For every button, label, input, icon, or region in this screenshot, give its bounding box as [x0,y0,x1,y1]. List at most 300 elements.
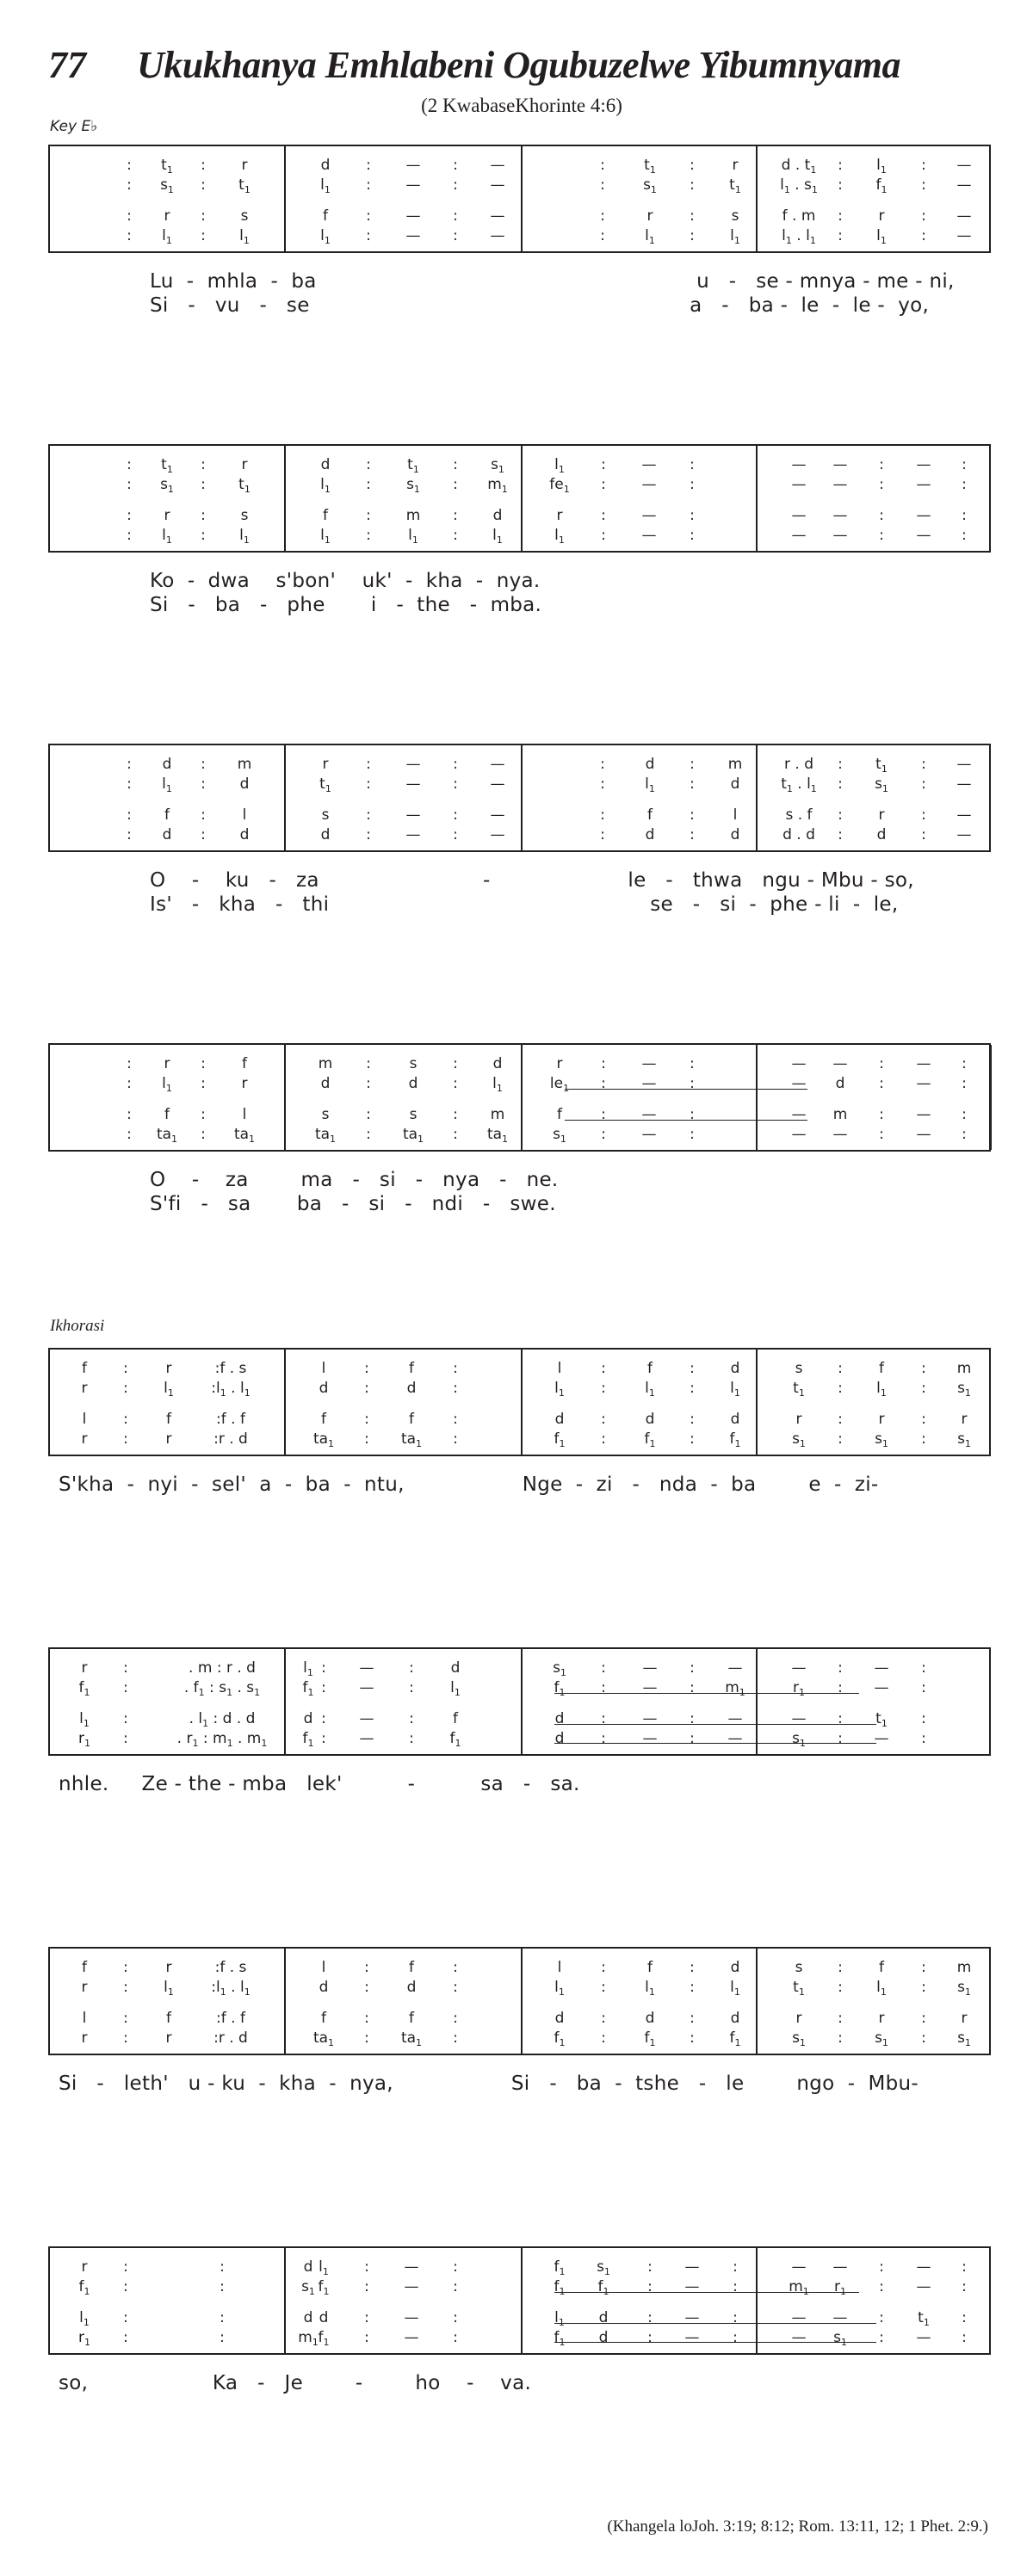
solfa-note: r [241,1075,248,1092]
solfa-note: l [557,1959,562,1976]
solfa-note: $:l_1$ . $l_1$ [211,1380,251,1399]
solfa-note: : [838,176,843,194]
slur-line [565,1089,807,1090]
solfa-note: $s_1$ [553,1659,566,1678]
solfa-note: : [601,1055,606,1072]
solfa-note: : [690,1055,695,1072]
solfa-note: : [690,756,695,773]
solfa-note: $l_1$ [492,527,503,546]
solfa-note: : [366,775,371,793]
music-system-verse-2 [48,444,991,616]
solfa-note: f [166,2010,171,2027]
solfa-note: — [490,227,505,244]
solfa-note: : [838,1710,843,1727]
solfa-note: f [647,1360,653,1377]
solfa-note: — [791,1659,807,1677]
solfa-note: : [409,1730,414,1747]
solfa-note: : [690,806,695,824]
solfa-note: : [201,456,206,473]
solfa-note: : [962,1055,967,1072]
solfa-note: — [956,826,972,843]
solfa-note: : [601,1380,606,1397]
solfa-note: r [241,456,248,473]
solfa-note: f [409,2010,414,2027]
solfa-note: — [791,1126,807,1143]
song-number: 77 [48,44,86,86]
solfa-note: : [601,476,606,493]
solfa-note: : [600,157,605,174]
solfa-note: : [601,1679,606,1696]
solfa-note: : [838,775,843,793]
solfa-note: : [690,1959,695,1976]
solfa-note: : [366,207,371,225]
solfa-note: : [600,176,605,194]
solfa-note: : [921,207,926,225]
solfa-note: : [601,1075,606,1092]
solfa-note: — [641,527,657,544]
solfa-note: — [404,2329,419,2346]
solfa-note: : [601,1411,606,1428]
solfa-note: : [962,527,967,544]
solfa-note: $l_1$ [645,1979,655,1998]
solfa-note: $ta_1$ [486,1126,509,1145]
solfa-note: : [453,1979,458,1996]
solfa-note: : [690,527,695,544]
solfa-note: $s_1$ [406,476,420,495]
solfa-note: d [406,1979,417,1996]
solfa-note: — [641,1126,657,1143]
solfa-note: s [409,1055,418,1072]
solfa-note: $f_1$ [78,1679,90,1698]
solfa-note: s [321,806,330,824]
solfa-note: — [641,507,657,524]
solfa-note: — [359,1659,374,1677]
solfa-note: : [453,227,458,244]
lyric-line: Si - vu - se a - ba - le - le - yo, [150,294,930,317]
solfa-note: $l_1$ [162,227,172,246]
solfa-note: d [554,1730,565,1747]
solfa-note: : [201,227,206,244]
solfa-note: d [320,157,331,174]
solfa-note: : [921,1979,926,1996]
solfa-note: : [647,2278,653,2295]
solfa-note: s [731,207,739,225]
solfa-note: d [730,826,740,843]
solfa-note: : [453,1360,458,1377]
solfa-note: : [453,1380,458,1397]
solfa-note: : [733,2309,738,2326]
solfa-note: $f_1$ [302,1730,314,1749]
solfa-note: $m_1$ [789,2278,809,2297]
solfa-note: : [453,157,458,174]
solfa-note: : [921,1730,926,1747]
solfa-note: — [490,207,505,225]
solfa-note: $s_1$ [792,2029,806,2048]
solfa-note: : [366,756,371,773]
solfa-note: : [123,1679,128,1696]
solfa-note: $t_1$ [161,456,173,475]
solfa-note: f [82,1360,87,1377]
solfa-note: $s_1$ [160,176,174,195]
solfa-note: — [490,176,505,194]
solfa-note: r [795,1411,802,1428]
solfa-note: : [201,1106,206,1123]
solfa-note: $l_1$ [730,1380,740,1399]
lyric-line: Is' - kha - thi se - si - phe - li - le, [150,893,899,916]
solfa-note: : [838,2029,843,2047]
solfa-note: : [879,2278,884,2295]
solfa-note: — [791,2329,807,2346]
solfa-note: $t_1$ . $l_1$ [781,775,817,794]
solfa-note: : [453,176,458,194]
solfa-note: — [642,1679,658,1696]
solfa-note: : [453,1411,458,1428]
solfa-note: $s_1$ [875,775,888,794]
solfa-note: : [921,1430,926,1448]
solfa-note: : [127,507,132,524]
solfa-note: — [359,1710,374,1727]
solfa-note: : [601,1979,606,1996]
solfa-note: $l_1$ [730,1979,740,1998]
solfa-note: $s_1$ [833,2329,847,2348]
solfa-note: : [123,1659,128,1677]
key-signature: Key E♭ [50,118,98,135]
solfa-note: $f_1$ [78,2278,90,2297]
solfa-note: — [405,157,421,174]
solfa-note: : [321,1659,326,1677]
solfa-note: : [321,1730,326,1747]
solfa-note: : [600,826,605,843]
solfa-note: — [874,1730,889,1747]
solfa-note: : [127,806,132,824]
solfa-note: r [165,1430,172,1448]
solfa-note: — [832,456,848,473]
solfa-note: — [791,456,807,473]
solfa-note: $s_1$ [792,1730,806,1749]
solfa-note: : [879,2309,884,2326]
solfa-note: : [601,2010,606,2027]
solfa-note: : [690,826,695,843]
lyric-line: O - za ma - si - nya - ne. [150,1169,559,1191]
solfa-note: : [921,1710,926,1727]
solfa-note: : [123,2010,128,2027]
solfa-note: : [127,227,132,244]
solfa-note: $f_1$ [554,1430,566,1449]
solfa-note: — [956,176,972,194]
solfa-note: $f_1$ [597,2278,609,2297]
solfa-note: : [690,1659,695,1677]
solfa-note: : [453,507,458,524]
solfa-note: : [364,2329,369,2346]
solfa-note: : [366,456,371,473]
solfa-note: : [127,456,132,473]
solfa-note: $l_1$ [320,527,331,546]
solfa-note: f [164,1106,170,1123]
solfa-note: l [82,2010,87,2027]
solfa-note: : [921,775,926,793]
notation-staff [48,1348,991,1456]
lyric-line: so, Ka - Je - ho - va. [59,2372,532,2394]
solfa-note: : [838,1360,843,1377]
solfa-note: d [320,1075,331,1092]
solfa-note: : [409,1659,414,1677]
solfa-note: : [127,826,132,843]
solfa-note: : [127,1106,132,1123]
solfa-note: : [921,1360,926,1377]
solfa-note: r . d [784,756,813,773]
solfa-note: : [321,1710,326,1727]
solfa-note: — [916,1126,931,1143]
solfa-note: $s_1$ [875,1430,888,1449]
scripture-reference: (2 KwabaseKhorinte 4:6) [421,95,622,116]
solfa-note: $f_1$ [729,2029,741,2048]
solfa-note: $ta_1$ [402,1126,424,1145]
solfa-note: : [364,2010,369,2027]
solfa-note: : [453,2029,458,2047]
lyric-line: Si - leth' u - ku - kha - nya, Si - ba - tshe - le ngo - Mbu- [59,2073,919,2095]
solfa-note: $l_1$ [303,1659,313,1678]
solfa-note: r [164,507,170,524]
solfa-note: $s_1$ [160,476,174,495]
solfa-note: : [201,826,206,843]
solfa-note: — [791,1710,807,1727]
solfa-note: — [916,527,931,544]
solfa-note: $l_1$ [320,476,331,495]
solfa-note: : [601,456,606,473]
music-system-verse-3 [48,744,991,916]
solfa-note: : [453,1126,458,1143]
solfa-note: r [165,2029,172,2047]
solfa-note: : [453,2258,458,2276]
solfa-note: : [453,1055,458,1072]
solfa-note: $l_1$ [79,2309,90,2328]
solfa-note: : [690,1430,695,1448]
solfa-note: $f_1$ [554,2258,566,2277]
solfa-note: m [318,1055,333,1072]
solfa-note: : [879,2258,884,2276]
solfa-note: m [956,1959,972,1976]
solfa-note: — [490,775,505,793]
solfa-note: s [795,1360,803,1377]
solfa-note: . $f_1$ : $s_1$ . $s_1$ [183,1679,261,1698]
solfa-note: — [956,775,972,793]
solfa-note: r [732,157,739,174]
solfa-note: $l_1$ [554,527,565,546]
solfa-note: $ta_1$ [312,1430,335,1449]
solfa-note: — [832,476,848,493]
solfa-note: : [123,2278,128,2295]
solfa-note: r [164,1055,170,1072]
solfa-note: f [647,1959,653,1976]
solfa-note: — [405,207,421,225]
solfa-note: : [601,1106,606,1123]
solfa-note: : [321,1679,326,1696]
solfa-note: $l_1$ [876,1979,887,1998]
solfa-note: d [319,1979,329,1996]
solfa-note: : [838,2010,843,2027]
solfa-note: : [127,157,132,174]
solfa-note: : [838,227,843,244]
solfa-note: f [409,1411,414,1428]
solfa-note: d [162,756,172,773]
solfa-note: r [961,1411,968,1428]
solfa-note: : [201,756,206,773]
solfa-note: $l_1$ [164,1380,174,1399]
solfa-note: : [453,476,458,493]
solfa-note: $f_1$ [554,2329,566,2348]
solfa-note: : [123,2029,128,2047]
solfa-note: — [956,227,972,244]
solfa-note: : [733,2258,738,2276]
solfa-note: — [956,157,972,174]
solfa-note: — [916,1075,931,1092]
solfa-note: : [601,1730,606,1747]
solfa-note: : [123,1380,128,1397]
solfa-note: — [956,806,972,824]
solfa-note: — [791,1075,807,1092]
solfa-note: : [366,1106,371,1123]
solfa-note: — [916,2278,931,2295]
solfa-note: : [690,2010,695,2027]
solfa-note: : [600,806,605,824]
solfa-note: : [364,1360,369,1377]
solfa-note: : [201,207,206,225]
solfa-note: — [832,527,848,544]
solfa-note: : [366,1055,371,1072]
solfa-note: $s_1$ [957,1979,971,1998]
solfa-note: s [795,1959,803,1976]
solfa-note: — [916,2329,931,2346]
solfa-note: : [201,476,206,493]
solfa-note: s . f [785,806,813,824]
solfa-note: : [690,775,695,793]
solfa-note: $s_1$ [301,2278,315,2297]
solfa-note: $s_1$ [553,1126,566,1145]
solfa-note: $s_1$ [957,2029,971,2048]
solfa-note: : [127,207,132,225]
solfa-note: $f_1$ [554,2278,566,2297]
solfa-note: : [453,2278,458,2295]
solfa-note: : [123,2258,128,2276]
solfa-note: — [641,476,657,493]
solfa-note: d [239,826,250,843]
solfa-note: d [645,2010,655,2027]
solfa-note: — [490,826,505,843]
solfa-note: $l_1$ [554,1380,565,1399]
solfa-note: : [453,207,458,225]
solfa-note: $ta_1$ [233,1126,256,1145]
solfa-note: — [490,157,505,174]
solfa-note: $ta_1$ [312,2029,335,2048]
slur-line [554,1743,876,1744]
solfa-note: f [164,806,170,824]
solfa-note: : [600,207,605,225]
solfa-note: f [323,507,328,524]
solfa-note: $m_1$ [298,2329,319,2348]
solfa-note: : [921,2010,926,2027]
solfa-note: : [921,756,926,773]
solfa-note: — [874,1679,889,1696]
solfa-note: : [364,1380,369,1397]
solfa-note: $l_1$ [645,1380,655,1399]
solfa-note: d [303,2258,313,2276]
solfa-note: l [242,806,247,824]
solfa-note: f [323,207,328,225]
solfa-note: r [322,756,329,773]
solfa-note: — [359,1730,374,1747]
solfa-note: : [364,2309,369,2326]
solfa-note: $l_1$ [320,176,331,195]
solfa-note: : [220,2309,225,2326]
solfa-note: — [404,2258,419,2276]
solfa-note: $s_1$ [957,1430,971,1449]
solfa-note: : [453,1430,458,1448]
solfa-note: : [879,456,884,473]
solfa-note: : [364,2029,369,2047]
solfa-note: — [642,1659,658,1677]
solfa-note: r [81,2258,88,2276]
solfa-note: : [127,527,132,544]
solfa-note: — [405,826,421,843]
solfa-note: : [123,1710,128,1727]
solfa-note: — [791,1106,807,1123]
solfa-note: : [921,826,926,843]
solfa-note: : [453,775,458,793]
solfa-note: — [916,507,931,524]
solfa-note: : [366,157,371,174]
solfa-note: : [453,1959,458,1976]
solfa-note: : [601,507,606,524]
solfa-note: $l_1$ [408,527,418,546]
scripture-footnote: (Khangela loJoh. 3:19; 8:12; Rom. 13:11, 12; 1 Phet. 2:9.) [607,2517,988,2536]
solfa-note: : [690,157,695,174]
solfa-note: — [791,2258,807,2276]
solfa-note: : [123,1411,128,1428]
solfa-note: : [453,756,458,773]
solfa-note: — [404,2309,419,2326]
solfa-note: : [600,756,605,773]
solfa-note: r [878,207,885,225]
solfa-note: d [554,1411,565,1428]
solfa-note: $t_1$ [161,157,173,176]
solfa-note: — [791,507,807,524]
solfa-note: $t_1$ [238,476,251,495]
solfa-note: : [123,1959,128,1976]
solfa-note: : [879,527,884,544]
solfa-note: r [165,1959,172,1976]
solfa-note: : [364,1430,369,1448]
solfa-note: $l_1$ [79,1710,90,1729]
notation-staff [48,444,991,553]
solfa-note: d [554,1710,565,1727]
solfa-note: f [82,1959,87,1976]
solfa-note: : [220,2278,225,2295]
solfa-note: : [453,2329,458,2346]
solfa-note: $m_1$ [487,476,508,495]
solfa-note: d [730,775,740,793]
slur-line [554,2292,859,2293]
solfa-note: : [690,1730,695,1747]
solfa-note: : [921,1411,926,1428]
solfa-note: : [364,2258,369,2276]
solfa-note: — [642,1730,658,1747]
solfa-note: m [490,1106,505,1123]
solfa-note: $r_1$ [834,2278,846,2297]
solfa-note: . $r_1$ : $m_1$ . $m_1$ [176,1730,268,1749]
solfa-note: f . m [782,207,816,225]
solfa-note: l [82,1411,87,1428]
solfa-note: — [641,1106,657,1123]
